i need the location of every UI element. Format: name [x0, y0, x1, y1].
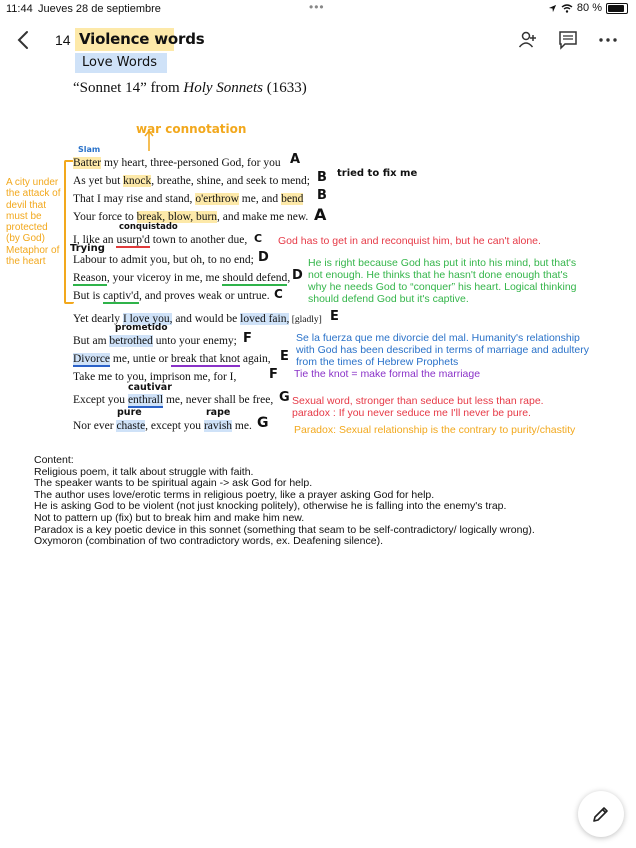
status-bar	[0, 0, 636, 18]
annotation-green: He is right because God has put it into his mind, but that's not enough. He thinks that he hasn't done enough that's why he needs God to “conquer” his heart. Logical thinking should defend God but it's captive.	[308, 257, 577, 305]
poem-line: Your force to break, blow, burn, and make me new.	[73, 211, 309, 223]
page-number: 14	[55, 32, 71, 48]
rhyme-mark: F	[243, 331, 252, 346]
content-line: The speaker wants to be spiritual again -> ask God for help.	[34, 477, 313, 490]
multitask-dots-icon[interactable]: •••	[309, 0, 325, 14]
comment-icon[interactable]	[558, 30, 578, 50]
tried-to-fix-note: tried to fix me	[337, 168, 418, 179]
poem-heading: “Sonnet 14” from Holy Sonnets (1633)	[73, 80, 307, 96]
status-indicators	[548, 2, 628, 14]
rhyme-mark: A	[314, 205, 327, 224]
edit-pencil-button[interactable]	[578, 791, 624, 837]
content-line: Not to pattern up (fix) but to break him and make him new.	[34, 511, 305, 524]
rhyme-mark: E	[280, 349, 289, 364]
status-time: 11:44	[6, 3, 33, 15]
rhyme-mark: G	[279, 390, 290, 405]
toolbar-actions	[518, 30, 618, 50]
poem-line: But am betrothed unto your enemy;	[73, 335, 237, 347]
content-notes	[34, 455, 604, 548]
poem-line: Yet dearly I love you, and would be loved fain, [gladly]	[73, 313, 322, 325]
annotation-orange: Paradox: Sexual relationship is the contrary to purity/chastity	[294, 424, 576, 436]
rhyme-mark: C	[274, 287, 283, 301]
prometido-note: prometido	[115, 323, 168, 333]
rhyme-mark: E	[330, 309, 339, 324]
annotation-purple: Tie the knot = make formal the marriage	[294, 368, 481, 380]
battery-icon	[606, 3, 628, 14]
poem-line: Nor ever chaste, except you ravish me.	[73, 420, 252, 432]
pencil-icon	[591, 804, 611, 824]
rhyme-mark: B	[317, 170, 327, 185]
annotation-blue: Se la fuerza que me divorcie del mal. Humanity's relationship with God has been described in terms of marriage and adultery from the times of Hebrew Prophets	[296, 332, 589, 368]
rhyme-mark: D	[292, 268, 303, 283]
page-subtitle: Love Words	[82, 55, 157, 70]
rhyme-mark: B	[317, 188, 327, 203]
content-line: He is asking God to be violent (not just knocking politely), otherwise he is falling into the enemy's trap.	[34, 500, 507, 513]
battery-percent: 80 %	[576, 2, 602, 14]
wifi-icon	[561, 4, 573, 13]
page-title: Violence words	[79, 30, 205, 48]
poem-line: As yet but knock, breathe, shine, and seek to mend;	[73, 175, 310, 187]
poem-line: Divorce me, untie or break that knot again,	[73, 353, 271, 365]
poem-line: Batter my heart, three-personed God, for you	[73, 157, 281, 169]
annotation-red: paradox : If you never seduce me I'll never be pure.	[292, 407, 531, 419]
content-line: Oxymoron (combination of two contradictory words, ex. Deafening silence).	[34, 535, 383, 548]
side-note-city: A city under the attack of devil that must be protected (by God) Metaphor of the heart	[6, 177, 61, 268]
rhyme-mark: F	[269, 367, 278, 382]
poem-line: Except you enthrall me, never shall be free,	[73, 394, 274, 406]
content-line: Religious poem, it talk about struggle with faith.	[34, 465, 254, 478]
conquistado-note: conquistado	[119, 222, 178, 232]
more-icon[interactable]	[598, 30, 618, 50]
rhyme-mark: A	[290, 152, 301, 167]
document-toolbar	[0, 22, 636, 68]
trying-note: Trying	[70, 243, 105, 254]
poem-line: Take me to you, imprison me, for I,	[73, 371, 237, 383]
pure-note: pure	[117, 407, 142, 418]
poem-line: Labour to admit you, but oh, to no end;	[73, 254, 254, 266]
rape-note: rape	[206, 407, 231, 418]
poem-line: Reason, your viceroy in me, me should defend,	[73, 272, 291, 284]
rhyme-mark: G	[257, 415, 269, 431]
content-line: Content:	[34, 454, 74, 466]
location-icon	[548, 4, 557, 13]
poem-line: That I may rise and stand, o'erthrow me, and bend	[73, 193, 304, 205]
rhyme-mark: D	[258, 250, 269, 265]
poem-line: But is captiv'd, and proves weak or untrue.	[73, 290, 270, 302]
add-person-icon[interactable]	[518, 30, 538, 50]
annotation-red: Sexual word, stronger than seduce but less than rape.	[292, 395, 544, 407]
annotation-red: God has to get in and reconquist him, but he can't alone.	[278, 235, 541, 247]
rhyme-mark: C	[254, 232, 263, 245]
slam-note: Slam	[78, 145, 101, 154]
poem-line: I, like an usurp'd town to another due,	[73, 234, 248, 246]
content-line: The author uses love/erotic terms in religious poetry, like a prayer asking God for help.	[34, 488, 435, 501]
status-date: Jueves 28 de septiembre	[38, 3, 161, 15]
back-chevron-icon[interactable]	[14, 28, 34, 52]
war-connotation-note: war connotation	[136, 122, 247, 136]
cautivar-note: cautivar	[128, 382, 172, 393]
content-line: Paradox is a key poetic device in this sonnet (something that seam to be self-contradictory/ logically wrong).	[34, 523, 535, 536]
